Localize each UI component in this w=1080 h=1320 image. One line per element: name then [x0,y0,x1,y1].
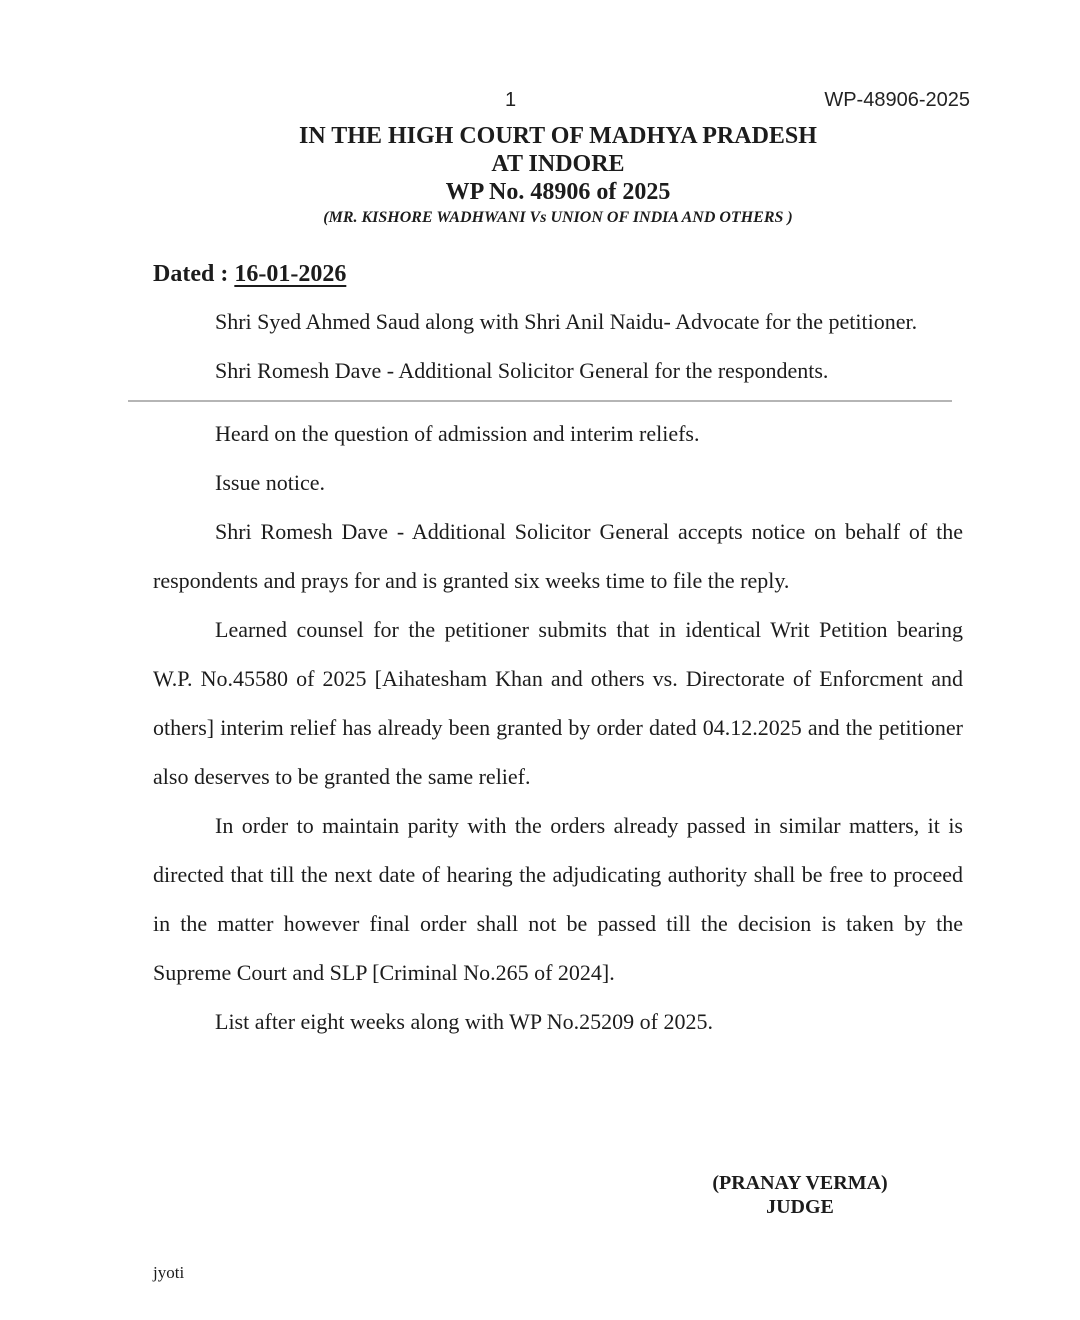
page-footer [153,1262,184,1284]
order-paragraph: List after eight weeks along with WP No.25209 of 2025. [215,1009,713,1034]
order-paragraph: Issue notice. [215,470,325,495]
court-title: IN THE HIGH COURT OF MADHYA PRADESH [299,123,817,149]
case-number: WP No. 48906 of 2025 [445,179,671,205]
parties-line: (MR. KISHORE WADHWANI Vs UNION OF INDIA AND OTHERS ) [323,209,793,226]
judge-title: JUDGE [766,1196,834,1218]
section-divider [128,400,952,402]
stenographer-initials: jyoti [153,1263,185,1282]
order-paragraph: Heard on the question of admission and interim reliefs. [215,421,700,446]
page-number: 1 [505,89,517,111]
signature-block [680,1171,920,1219]
dated-label: Dated : [153,261,229,287]
order-paragraph: Shri Romesh Dave - Additional Solicitor General accepts notice on behalf of the respondents and prays for and is granted six weeks time to file the reply. [153,519,963,593]
order-paragraph: Learned counsel for the petitioner submits that in identical Writ Petition bearing W.P. No.45580 of 2025 [Aihatesham Khan and others vs. Directorate of Enforcment and others] interim relief has already been granted by order dated 04.12.2025 and the petitioner also deserves to be granted the same relief. [153,617,963,789]
order-body [153,409,963,1046]
judge-name: (PRANAY VERMA) [712,1172,888,1194]
bench-location: AT INDORE [491,151,625,177]
case-reference: WP-48906-2025 [824,89,970,111]
dated-row [153,259,963,289]
document-header [153,122,963,229]
page-meta-row [153,88,970,114]
appearances-section [153,297,963,395]
order-paragraph: In order to maintain parity with the orders already passed in similar matters, it is directed that till the next date of hearing the adjudicating authority shall be free to proceed in the matter however final order shall not be passed till the decision is taken by the Supreme Court and SLP [Criminal No.265 of 2024]. [153,813,963,985]
appearance-paragraph: Shri Syed Ahmed Saud along with Shri Anil Naidu- Advocate for the petitioner. [215,309,918,334]
appearance-paragraph: Shri Romesh Dave - Additional Solicitor General for the respondents. [215,358,829,383]
order-date: 16-01-2026 [234,261,347,287]
